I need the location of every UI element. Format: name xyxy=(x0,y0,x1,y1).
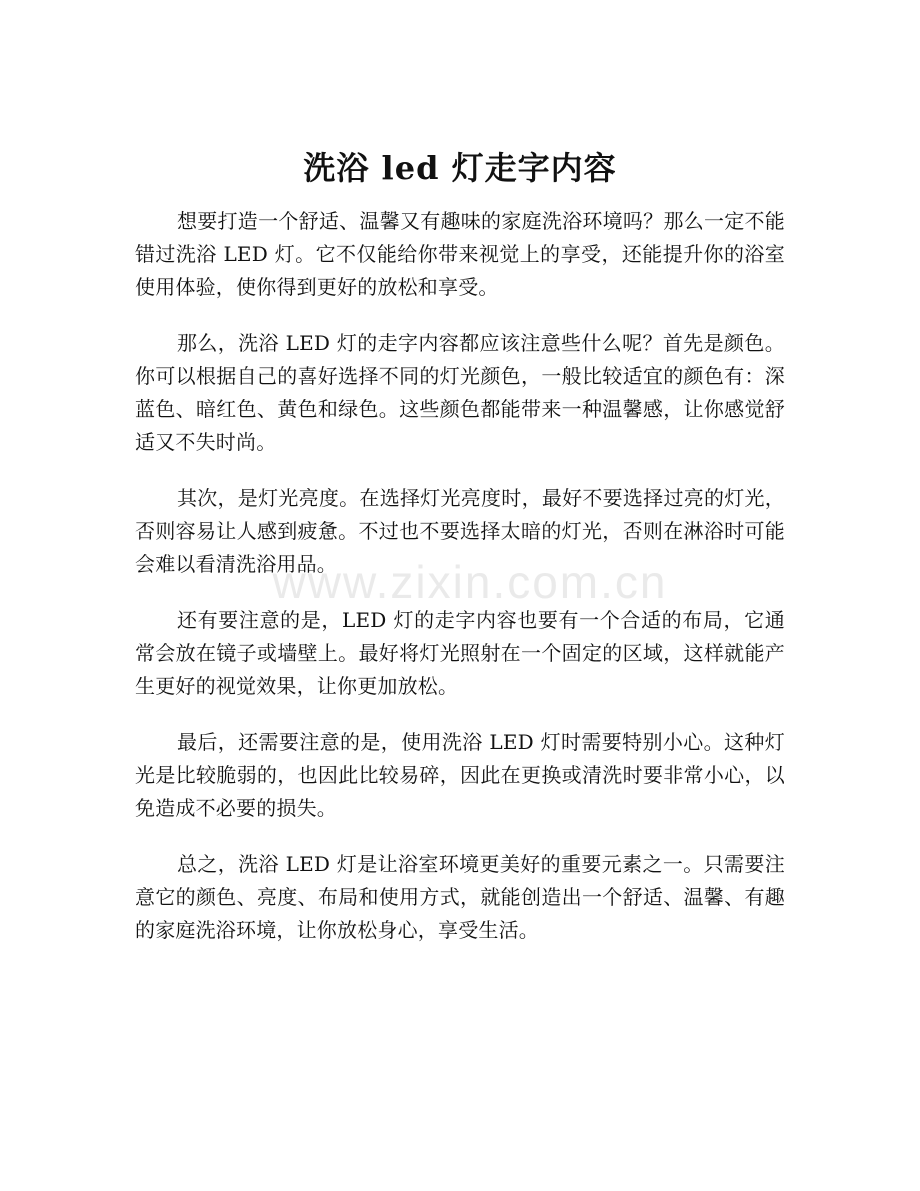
paragraph-1: 想要打造一个舒适、温馨又有趣味的家庭洗浴环境吗？那么一定不能错过洗浴 LED 灯。它不仅能给你带来视觉上的享受，还能提升你的浴室使用体验，使你得到更好的放松和享受。 xyxy=(135,209,785,299)
document-title: 洗浴 led 灯走字内容 xyxy=(303,149,617,187)
paragraph-4: 还有要注意的是，LED 灯的走字内容也要有一个合适的布局，它通常会放在镜子或墙壁上。最好将灯光照射在一个固定的区域，这样就能产生更好的视觉效果，让你更加放松。 xyxy=(135,608,785,698)
paragraph-5: 最后，还需要注意的是，使用洗浴 LED 灯时需要特别小心。这种灯光是比较脆弱的，也因此比较易碎，因此在更换或清洗时要非常小心，以免造成不必要的损失。 xyxy=(135,730,785,820)
paragraph-2: 那么，洗浴 LED 灯的走字内容都应该注意些什么呢？首先是颜色。你可以根据自己的喜好选择不同的灯光颜色，一般比较适宜的颜色有：深蓝色、暗红色、黄色和绿色。这些颜色都能带来一种温馨感，让你感觉舒适又不失时尚。 xyxy=(135,331,785,454)
watermark: www.zixin.com.cn xyxy=(272,556,668,608)
paragraph-6: 总之，洗浴 LED 灯是让浴室环境更美好的重要元素之一。只需要注意它的颜色、亮度、布局和使用方式，就能创造出一个舒适、温馨、有趣的家庭洗浴环境，让你放松身心，享受生活。 xyxy=(135,852,785,942)
paragraph-3: 其次，是灯光亮度。在选择灯光亮度时，最好不要选择过亮的灯光，否则容易让人感到疲惫。不过也不要选择太暗的灯光，否则在淋浴时可能会难以看清洗浴用品。 xyxy=(135,486,785,576)
document-body xyxy=(135,205,785,970)
